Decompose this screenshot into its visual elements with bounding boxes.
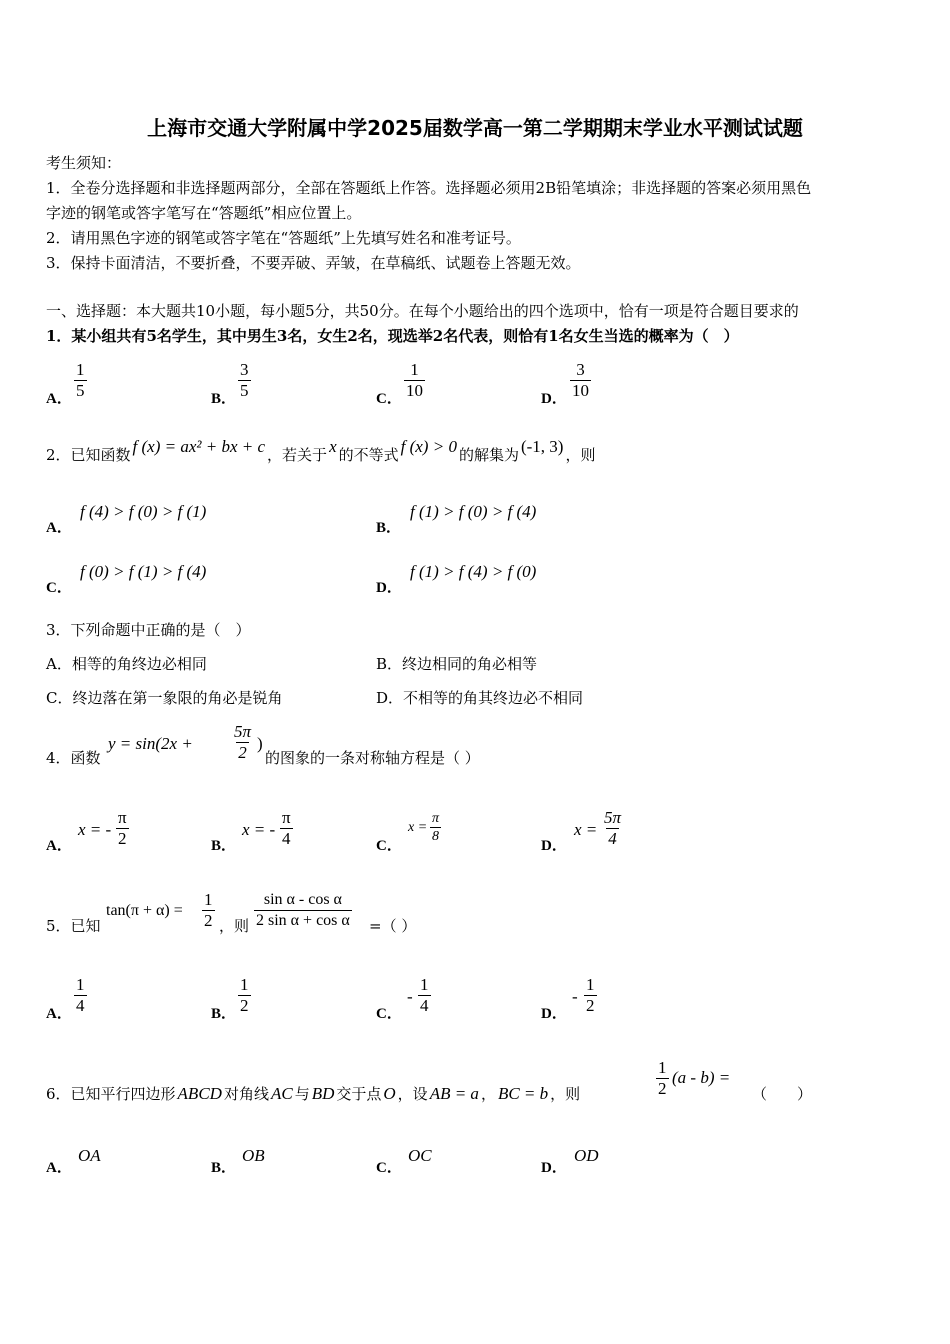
q5-option-b-label: B．: [211, 1006, 237, 1022]
page-title: 上海市交通大学附属中学2025届数学高一第二学期期末学业水平测试试题: [147, 116, 803, 140]
q2-solution-set: (-1, 3): [520, 437, 564, 456]
question-3-stem: 3．下列命题中正确的是（ ）: [46, 621, 251, 639]
q6-end: （ ）: [752, 1085, 813, 1103]
q5-option-c: $\frac{1}{4}$: [420, 975, 429, 1015]
q5-expression: $\frac{\text{sin α - cos α}}{\text{2 sin α + cos α}}$: [256, 891, 350, 929]
q4-option-a-prefix: x = -: [78, 820, 112, 839]
q6-option-d-label: D．: [541, 1160, 567, 1176]
q2-option-c: f (0) > f (1) > f (4): [80, 562, 207, 581]
q5-option-c-sign: -: [407, 987, 413, 1006]
q6-option-b: OB: [242, 1146, 265, 1165]
q4-option-c: $\frac{\pi}{8}$: [432, 811, 440, 844]
question-2-stem: 2．已知函数 f (x) = ax² + bx + c ，若关于 x 的不等式 f (x) > 0 的解集为 (-1, 3) ，则: [46, 437, 596, 464]
q5-option-c-label: C．: [376, 1006, 402, 1022]
q5-end: =（ ）: [369, 917, 417, 935]
q4-option-b-prefix: x = -: [242, 820, 276, 839]
q5-option-a: $\frac{1}{4}$: [76, 975, 85, 1015]
q3-option-d: D．不相等的角其终边必不相同: [376, 689, 584, 707]
q3-option-b: B．终边相同的角必相等: [376, 655, 538, 673]
q6-expression: (a - b) =: [672, 1068, 731, 1087]
q4-option-a-label: A．: [46, 838, 72, 854]
q1-option-d: $\frac{3}{10}$: [572, 360, 589, 400]
q1-option-d-label: D．: [541, 391, 567, 407]
section-heading: 一、选择题：本大题共10小题，每小题5分，共50分。在每个小题给出的四个选项中，恰有一项是符合题目要求的: [46, 302, 799, 320]
q6-option-c-label: C．: [376, 1160, 402, 1176]
q2-option-b-label: B．: [376, 520, 402, 536]
q5-option-d-sign: -: [572, 987, 578, 1006]
q6-option-c: OC: [408, 1146, 432, 1165]
notice-item-1-line-2: 字迹的钢笔或答字笔写在“答题纸”相应位置上。: [46, 204, 362, 222]
question-4-stem: 的图象的一条对称轴方程是（ ）: [265, 749, 480, 767]
q4-option-c-label: C．: [376, 838, 402, 854]
notice-item-3: 3．保持卡面清洁，不要折叠，不要弄破、弄皱，在草稿纸、试题卷上答题无效。: [46, 254, 581, 272]
q2-inequality: f (x) > 0: [400, 437, 457, 456]
q4-function-fraction: $\frac{5\pi}{2}$: [234, 722, 252, 762]
q4-option-b: $\frac{\pi}{4}$: [282, 808, 291, 848]
q1-option-c-label: C．: [376, 391, 402, 407]
q5-given: tan(π + α) =: [106, 902, 183, 919]
q5-option-d: $\frac{1}{2}$: [586, 975, 595, 1015]
q6-option-a-label: A．: [46, 1160, 72, 1176]
q4-option-b-label: B．: [211, 838, 237, 854]
q1-option-b-label: B．: [211, 391, 237, 407]
q3-option-a: A．相等的角终边必相同: [46, 655, 207, 673]
q4-option-d-label: D．: [541, 838, 567, 854]
q1-option-c: $\frac{1}{10}$: [406, 360, 423, 400]
q4-function-close: ): [257, 734, 263, 753]
q5-given-fraction: $\frac{1}{2}$: [204, 890, 213, 930]
q6-option-d: OD: [574, 1146, 599, 1165]
q2-option-a-label: A．: [46, 520, 72, 536]
q2-option-b: f (1) > f (0) > f (4): [410, 502, 537, 521]
question-5-number: 5．已知: [46, 917, 101, 935]
notice-item-2: 2．请用黑色字迹的钢笔或答字笔在“答题纸”上先填写姓名和准考证号。: [46, 229, 521, 247]
q2-option-c-label: C．: [46, 580, 72, 596]
q5-then: ，则: [219, 917, 250, 935]
q2-function: f (x) = ax² + bx + c: [132, 437, 266, 456]
question-1-stem: 1．某小组共有5名学生，其中男生3名，女生2名，现选举2名代表，则恰有1名女生当选的概率为（ ）: [46, 327, 739, 345]
q4-option-d-prefix: x =: [574, 820, 598, 839]
q6-expression-fraction: $\frac{1}{2}$: [658, 1058, 667, 1098]
q6-option-b-label: B．: [211, 1160, 237, 1176]
q4-option-d: $\frac{5\pi}{4}$: [604, 808, 622, 848]
q2-option-a: f (4) > f (0) > f (1): [80, 502, 207, 521]
notice-item-1-line-1: 1．全卷分选择题和非选择题两部分，全部在答题纸上作答。选择题必须用2B铅笔填涂；非选择题的答案必须用黑色: [46, 179, 812, 197]
q2-option-d: f (1) > f (4) > f (0): [410, 562, 537, 581]
q4-option-a: $\frac{\pi}{2}$: [118, 808, 127, 848]
q5-option-b: $\frac{1}{2}$: [240, 975, 249, 1015]
q4-option-c-prefix: x =: [408, 820, 428, 835]
q1-option-b: $\frac{3}{5}$: [240, 360, 249, 400]
q2-option-d-label: D．: [376, 580, 402, 596]
q5-option-d-label: D．: [541, 1006, 567, 1022]
q3-option-c: C．终边落在第一象限的角必是锐角: [46, 689, 283, 707]
q5-option-a-label: A．: [46, 1006, 72, 1022]
q1-option-a-label: A．: [46, 391, 72, 407]
question-4-number: 4．函数: [46, 749, 101, 767]
q6-option-a: OA: [78, 1146, 101, 1165]
question-6-stem: 6．已知平行四边形 ABCD 对角线 AC 与 BD 交于点 O ，设 AB = a ， BC = b ，则: [46, 1084, 581, 1103]
q4-function: y = sin(2x +: [108, 734, 193, 753]
q1-option-a: $\frac{1}{5}$: [76, 360, 85, 400]
notice-heading: 考生须知：: [46, 154, 122, 172]
